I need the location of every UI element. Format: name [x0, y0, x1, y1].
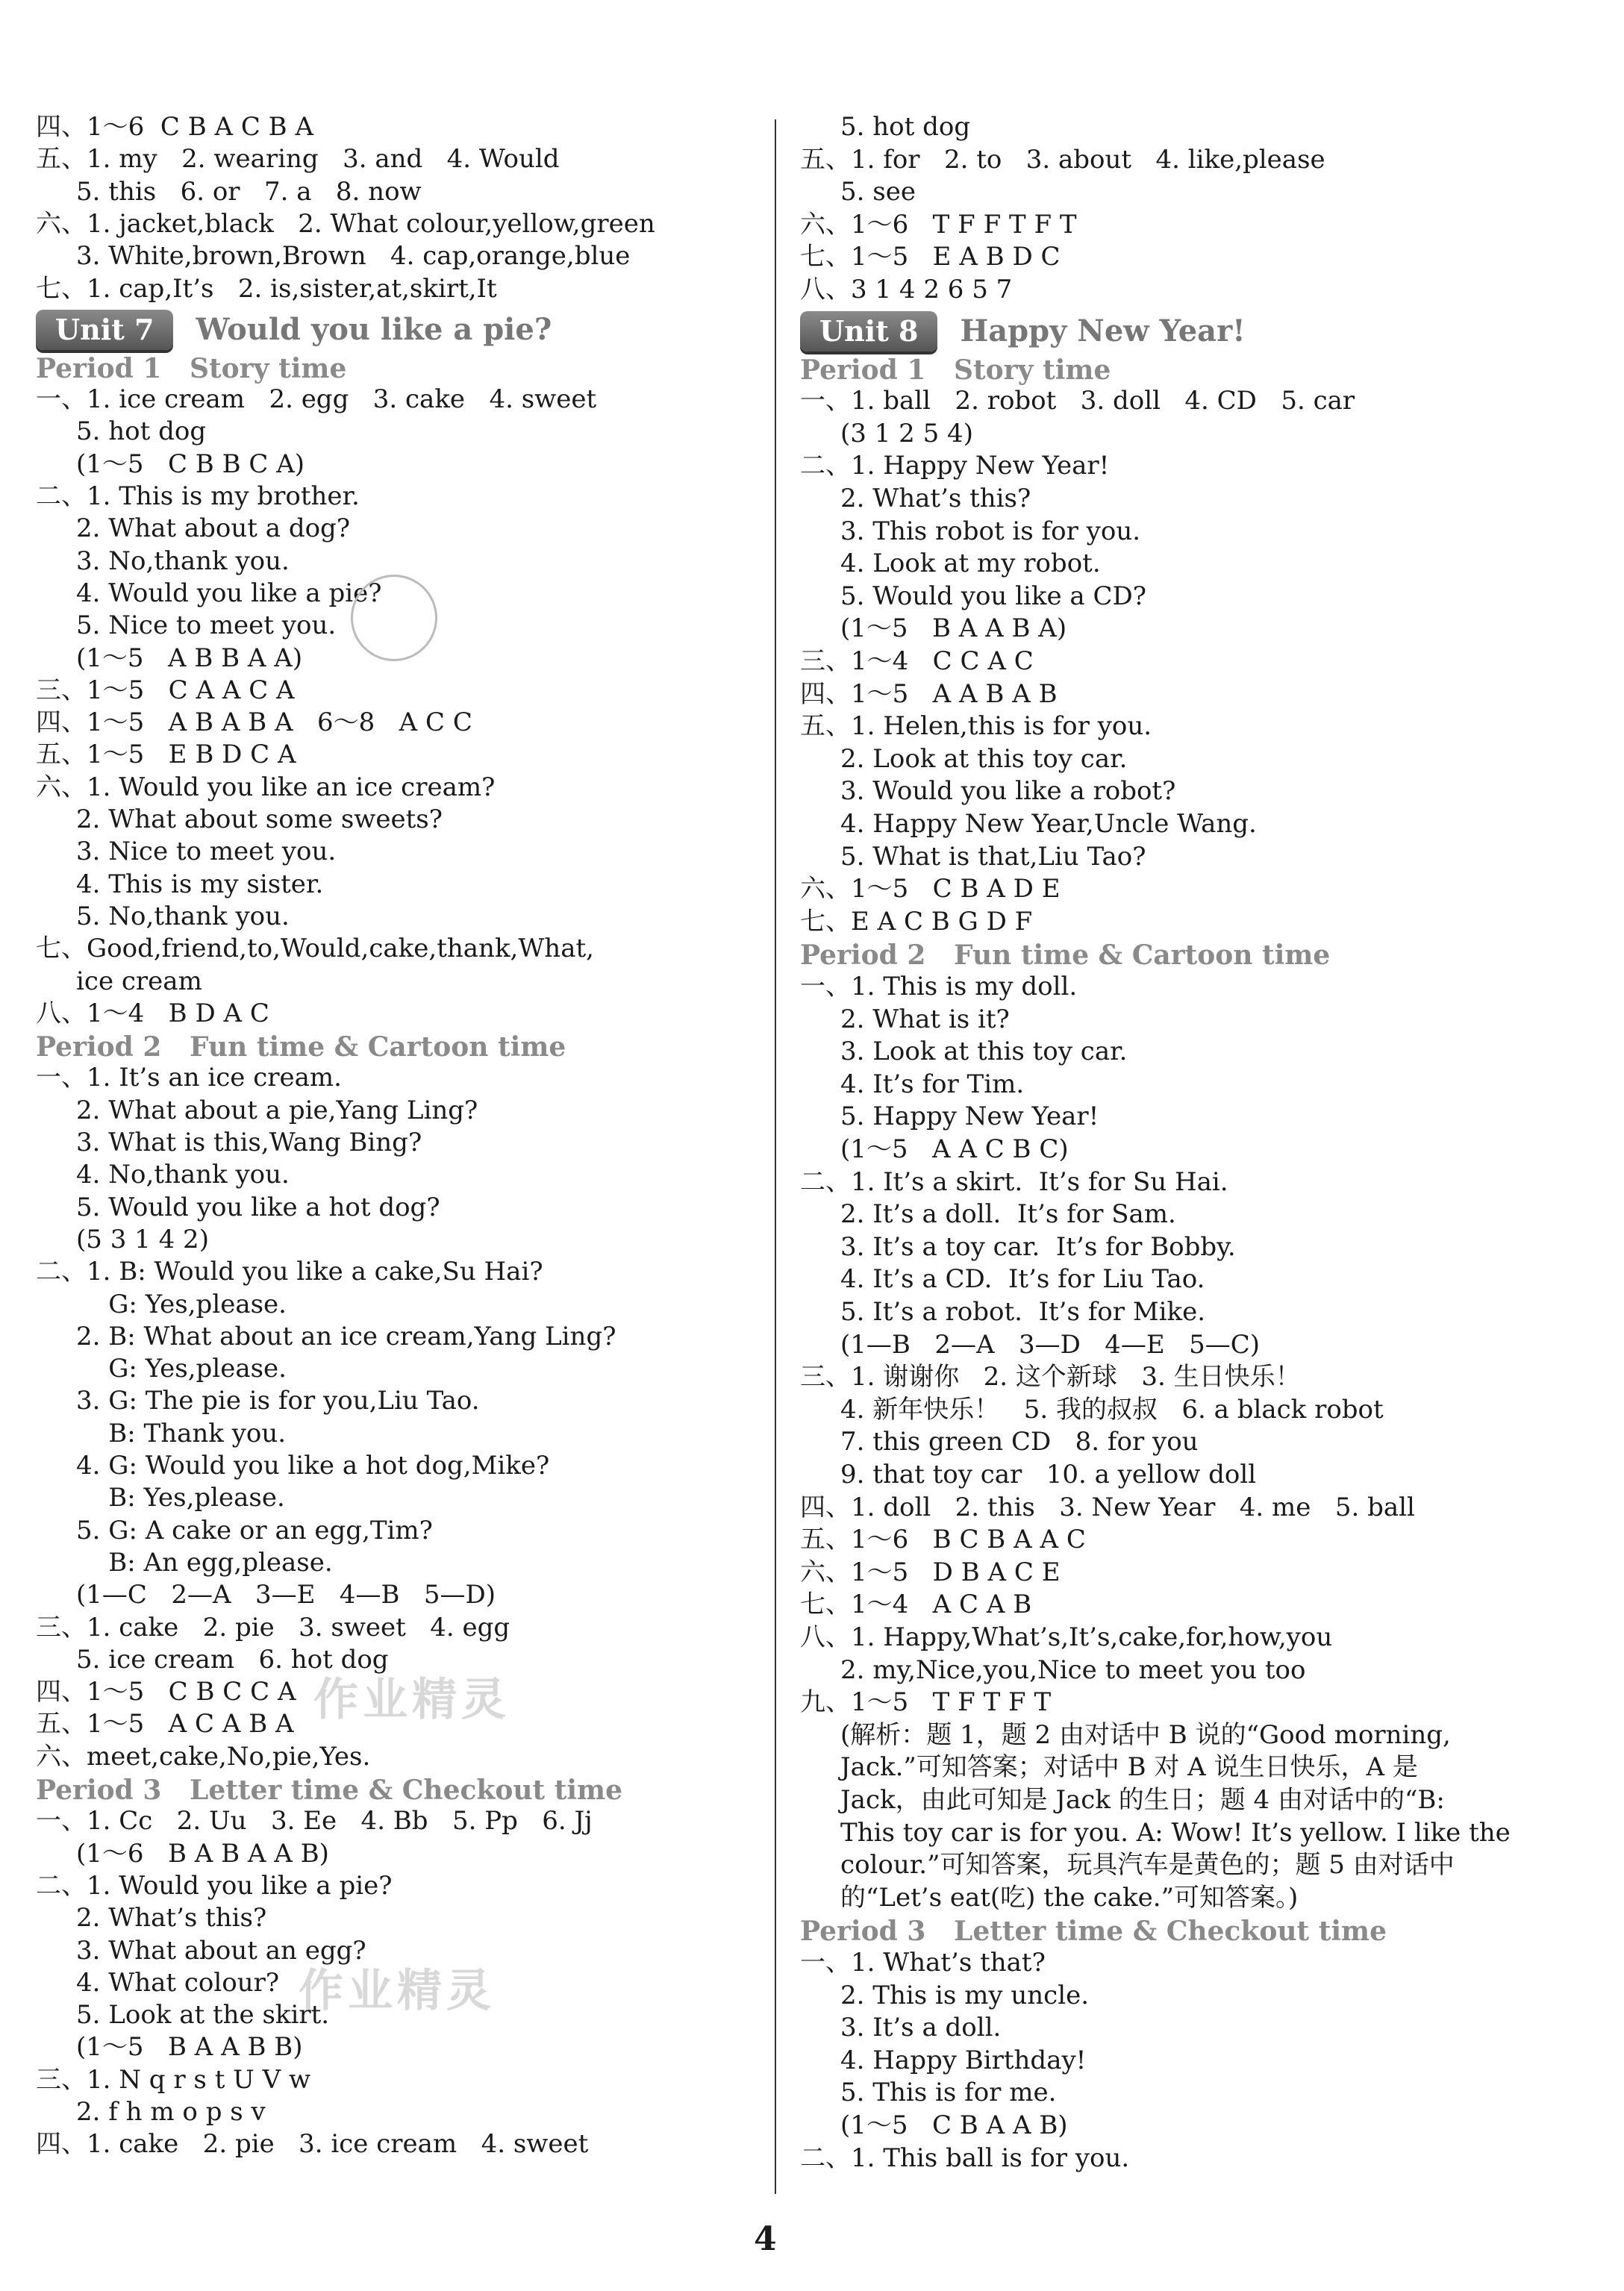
- answer-line: 七、1～5 E A B D C: [800, 242, 1061, 272]
- answer-line: 六、1. jacket,black 2. What colour,yellow,green: [36, 208, 655, 239]
- answer-line: 五、1. Helen,this is for you.: [800, 711, 1152, 742]
- answer-line: 四、1. doll 2. this 3. New Year 4. me 5. ball: [800, 1492, 1415, 1522]
- answer-line: (解析：题 1，题 2 由对话中 B 说的“Good morning,: [800, 1719, 1451, 1750]
- answer-line: 八、3 1 4 2 6 5 7: [800, 275, 1013, 304]
- column-divider: [775, 119, 776, 2194]
- watermark: 作业精灵: [313, 1674, 510, 1726]
- period-heading: Period 1 Story time: [800, 354, 1111, 386]
- answer-line: 5. This is for me.: [800, 2078, 1057, 2108]
- answer-line: 2. What’s this?: [800, 484, 1031, 513]
- answer-line: 六、1. Would you like an ice cream?: [36, 772, 496, 802]
- answer-line: 3. What is this,Wang Bing?: [36, 1128, 422, 1157]
- answer-line: 三、1～4 C C A C: [800, 646, 1034, 676]
- answer-line: 3. G: The pie is for you,Liu Tao.: [36, 1386, 480, 1416]
- answer-line: 六、1～6 T F F T F T: [800, 209, 1077, 240]
- answer-line: 5. G: A cake or an egg,Tim?: [36, 1515, 433, 1545]
- answer-line: 九、1～5 T F T F T: [800, 1687, 1052, 1718]
- answer-line: 2. B: What about an ice cream,Yang Ling?: [36, 1321, 616, 1351]
- period-heading: Period 3 Letter time & Checkout time: [800, 1916, 1387, 1948]
- answer-line: 三、1. N q r s t U V w: [36, 2064, 311, 2095]
- answer-line: (1～5 A A C B C): [800, 1134, 1069, 1164]
- answer-line: 3. No,thank you.: [36, 546, 290, 576]
- answer-line: 5. It’s a robot. It’s for Mike.: [800, 1297, 1206, 1327]
- answer-line: 2. Look at this toy car.: [800, 743, 1128, 774]
- answer-line: 3. Nice to meet you.: [36, 837, 337, 867]
- answer-line: 4. Happy New Year,Uncle Wang.: [800, 809, 1257, 839]
- answer-line: (1～5 A B B A A): [36, 643, 303, 673]
- answer-line: 3. It’s a toy car. It’s for Bobby.: [800, 1231, 1236, 1262]
- answer-line: (5 3 1 4 2): [36, 1224, 209, 1254]
- answer-line: 七、1～4 A C A B: [800, 1590, 1032, 1620]
- answer-line: B: An egg,please.: [36, 1547, 333, 1578]
- answer-line: 3. It’s a doll.: [800, 2013, 1002, 2043]
- answer-line: 3. Look at this toy car.: [800, 1037, 1128, 1067]
- answer-line: 2. This is my uncle.: [800, 1980, 1090, 2010]
- period-heading: Period 2 Fun time & Cartoon time: [800, 940, 1331, 972]
- answer-line: 5. this 6. or 7. a 8. now: [36, 176, 422, 207]
- answer-line: 5. hot dog: [800, 112, 971, 142]
- answer-line: 3. This robot is for you.: [800, 516, 1141, 546]
- answer-line: 5. Would you like a CD?: [800, 581, 1146, 611]
- answer-line: 二、1. Happy New Year!: [800, 451, 1110, 481]
- answer-line: 5. Would you like a hot dog?: [36, 1192, 440, 1222]
- answer-line: 七、E A C B G D F: [800, 906, 1033, 937]
- answer-line: 2. What about a pie,Yang Ling?: [36, 1095, 478, 1125]
- answer-line: (1～5 B A A B A): [800, 613, 1067, 644]
- answer-line: 5. No,thank you.: [36, 901, 290, 931]
- answer-line: 3. What about an egg?: [36, 1935, 366, 1966]
- answer-line: 三、1. 谢谢你 2. 这个新球 3. 生日快乐！: [800, 1362, 1301, 1393]
- period-heading: Period 1 Story time: [36, 352, 347, 384]
- answer-line: 二、1. Would you like a pie?: [36, 1870, 393, 1901]
- answer-line: 4. Look at my robot.: [800, 548, 1101, 579]
- answer-line: 一、1. What’s that?: [800, 1948, 1046, 1978]
- unit-heading: [36, 307, 552, 352]
- answer-line: (1—B 2—A 3—D 4—E 5—C): [800, 1329, 1261, 1360]
- answer-line: colour.”可知答案，玩具汽车是黄色的；题 5 由对话中: [800, 1850, 1455, 1881]
- answer-line: 四、1～5 C B C C A: [36, 1677, 296, 1707]
- unit-badge: Unit 7: [36, 310, 173, 350]
- answer-line: 4. It’s a CD. It’s for Liu Tao.: [800, 1264, 1205, 1295]
- answer-line: 4. Would you like a pie?: [36, 578, 382, 608]
- answer-line: This toy car is for you. A: Wow! It’s yellow. I like the: [800, 1817, 1511, 1848]
- answer-line: 2. my,Nice,you,Nice to meet you too: [800, 1654, 1306, 1685]
- answer-line: B: Thank you.: [36, 1418, 287, 1448]
- answer-line: (1～5 C B B C A): [36, 448, 305, 479]
- answer-line: 一、1. ice cream 2. egg 3. cake 4. sweet: [36, 384, 597, 415]
- answer-line: 二、1. This is my brother.: [36, 481, 360, 511]
- answer-line: 三、1～5 C A A C A: [36, 675, 295, 705]
- answer-line: 2. f h m o p s v: [36, 2097, 266, 2127]
- answer-line: 二、1. This ball is for you.: [800, 2142, 1130, 2173]
- answer-line: 一、1. ball 2. robot 3. doll 4. CD 5. car: [800, 386, 1355, 416]
- answer-line: G: Yes,please.: [36, 1289, 287, 1319]
- answer-line: 3. White,brown,Brown 4. cap,orange,blue: [36, 241, 631, 272]
- answer-line: 四、1. cake 2. pie 3. ice cream 4. sweet: [36, 2129, 589, 2160]
- answer-line: 7. this green CD 8. for you: [800, 1427, 1199, 1457]
- answer-line: 9. that toy car 10. a yellow doll: [800, 1460, 1257, 1490]
- answer-line: 五、1. for 2. to 3. about 4. like,please: [800, 144, 1325, 175]
- answer-line: 4. This is my sister.: [36, 869, 324, 899]
- answer-line: 2. What’s this?: [36, 1903, 267, 1934]
- answer-line: (1—C 2—A 3—E 4—B 5—D): [36, 1580, 496, 1610]
- answer-line: Jack.”可知答案；对话中 B 对 A 说生日快乐，A 是: [800, 1752, 1418, 1783]
- answer-line: 2. What about a dog?: [36, 513, 351, 544]
- page-number: 4: [754, 2220, 777, 2258]
- answer-line: 六、1～5 C B A D E: [800, 874, 1061, 904]
- answer-line: 4. 新年快乐！ 5. 我的叔叔 6. a black robot: [800, 1394, 1384, 1425]
- answer-line: 4. G: Would you like a hot dog,Mike?: [36, 1451, 550, 1481]
- answer-line: 五、1～6 B C B A A C: [800, 1525, 1086, 1555]
- answer-line: Jack，由此可知是 Jack 的生日；题 4 由对话中的“B:: [800, 1785, 1445, 1815]
- answer-line: (1～5 C B A A B): [800, 2110, 1068, 2140]
- answer-line: (1～6 B A B A A B): [36, 1838, 329, 1869]
- answer-line: 五、1～5 E B D C A: [36, 740, 296, 770]
- answer-line: 5. hot dog: [36, 416, 207, 447]
- answer-line: 的“Let’s eat(吃) the cake.”可知答案。): [800, 1882, 1299, 1913]
- answer-line: ice cream: [36, 966, 202, 996]
- answer-line: (1～5 B A A B B): [36, 2032, 303, 2063]
- answer-line: 5. Happy New Year!: [800, 1101, 1099, 1132]
- answer-line: G: Yes,please.: [36, 1354, 287, 1384]
- answer-line: 2. It’s a doll. It’s for Sam.: [800, 1199, 1176, 1230]
- answer-line: 六、meet,cake,No,pie,Yes.: [36, 1741, 371, 1772]
- period-heading: Period 3 Letter time & Checkout time: [36, 1775, 623, 1806]
- answer-line: 5. Look at the skirt.: [36, 2000, 330, 2031]
- answer-line: 四、1～5 A B A B A 6～8 A C C: [36, 707, 472, 738]
- answer-line: 八、1～4 B D A C: [36, 998, 269, 1028]
- answer-line: 3. Would you like a robot?: [800, 776, 1176, 807]
- answer-line: 三、1. cake 2. pie 3. sweet 4. egg: [36, 1612, 510, 1643]
- answer-line: 4. No,thank you.: [36, 1160, 290, 1190]
- seal-stamp: [351, 575, 437, 661]
- answer-line: B: Yes,please.: [36, 1483, 285, 1513]
- answer-line: 5. ice cream 6. hot dog: [36, 1644, 389, 1675]
- watermark: 作业精灵: [299, 1965, 496, 2017]
- answer-line: 七、Good,friend,to,Would,cake,thank,What,: [36, 934, 594, 964]
- answer-line: 5. Nice to meet you.: [36, 610, 337, 641]
- answer-line: 四、1～5 A A B A B: [800, 678, 1058, 709]
- answer-line: 2. What about some sweets?: [36, 804, 443, 834]
- answer-line: 5. What is that,Liu Tao?: [800, 841, 1146, 872]
- answer-line: 五、1. my 2. wearing 3. and 4. Would: [36, 144, 560, 175]
- answer-line: 八、1. Happy,What’s,It’s,cake,for,how,you: [800, 1622, 1333, 1652]
- unit-title: Happy New Year!: [960, 313, 1246, 349]
- answer-line: 一、1. It’s an ice cream.: [36, 1063, 342, 1093]
- period-heading: Period 2 Fun time & Cartoon time: [36, 1031, 566, 1063]
- answer-line: (3 1 2 5 4): [800, 418, 973, 448]
- answer-line: 五、1～5 A C A B A: [36, 1709, 294, 1740]
- answer-line: 七、1. cap,It’s 2. is,sister,at,skirt,It: [36, 273, 497, 304]
- answer-line: 一、1. This is my doll.: [800, 972, 1078, 1001]
- answer-line: 4. It’s for Tim.: [800, 1069, 1025, 1099]
- unit-badge: Unit 8: [800, 311, 937, 351]
- answer-line: 二、1. It’s a skirt. It’s for Su Hai.: [800, 1166, 1228, 1197]
- unit-title: Would you like a pie?: [196, 312, 552, 348]
- answer-line: 4. Happy Birthday!: [800, 2045, 1087, 2075]
- answer-line: 4. What colour?: [36, 1967, 280, 1998]
- answer-line: 四、1～6 C B A C B A: [36, 112, 314, 142]
- answer-line: 一、1. Cc 2. Uu 3. Ee 4. Bb 5. Pp 6. Jj: [36, 1806, 593, 1837]
- answer-line: 5. see: [800, 177, 916, 207]
- unit-heading: [800, 309, 1246, 354]
- answer-line: 六、1～5 D B A C E: [800, 1557, 1061, 1587]
- answer-line: 二、1. B: Would you like a cake,Su Hai?: [36, 1257, 543, 1287]
- answer-line: 2. What is it?: [800, 1004, 1010, 1034]
